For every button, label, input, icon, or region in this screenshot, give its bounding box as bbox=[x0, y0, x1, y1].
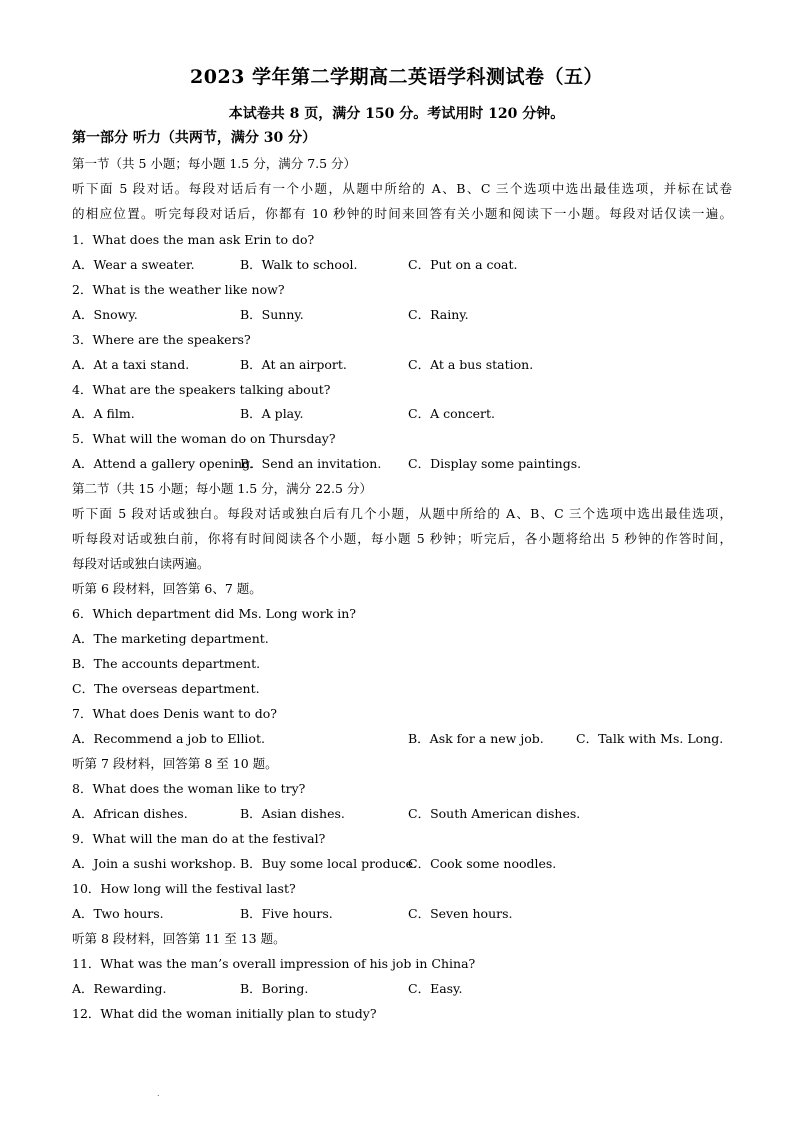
part1-heading: 第一部分 听力（共两节，满分 30 分） bbox=[72, 130, 317, 146]
q2-option-b: B．Sunny. bbox=[240, 307, 304, 322]
q5-option-c: C．Display some paintings. bbox=[408, 456, 582, 471]
section2-heading: 第二节（共 15 小题；每小题 1.5 分，满分 22.5 分） bbox=[72, 481, 372, 496]
question-2: 2．What is the weather like now? bbox=[72, 282, 285, 297]
section2-instruction-2: 听每段对话或独白前，你将有时间阅读各个小题，每小题 5 秒钟；听完后，各小题将给出 5 秒钟的作答时间， bbox=[72, 531, 732, 546]
q3-option-c: C．At a bus station. bbox=[408, 357, 534, 372]
q11-option-b: B．Boring. bbox=[240, 981, 309, 996]
q11-option-a: A．Rewarding. bbox=[72, 981, 167, 996]
q3-option-a: A．At a taxi stand. bbox=[72, 357, 190, 372]
question-10: 10．How long will the festival last? bbox=[72, 881, 296, 896]
q1-option-a: A．Wear a sweater. bbox=[72, 257, 195, 272]
q6-option-a: A．The marketing department. bbox=[72, 631, 269, 646]
q5-option-b: B．Send an invitation. bbox=[240, 456, 382, 471]
q2-option-a: A．Snowy. bbox=[72, 307, 138, 322]
q9-option-c: C．Cook some noodles. bbox=[408, 856, 557, 871]
q1-option-b: B．Walk to school. bbox=[240, 257, 358, 272]
q7-option-a: A．Recommend a job to Elliot. bbox=[72, 731, 265, 746]
q6-option-b: B．The accounts department. bbox=[72, 656, 261, 671]
q9-option-a: A．Join a sushi workshop. bbox=[72, 856, 237, 871]
question-8: 8．What does the woman like to try? bbox=[72, 781, 306, 796]
q5-option-a: A．Attend a gallery opening. bbox=[72, 456, 255, 471]
question-4: 4．What are the speakers talking about? bbox=[72, 382, 331, 397]
q8-option-a: A．African dishes. bbox=[72, 806, 188, 821]
section1-instruction-2: 的相应位置。听完每段对话后，你都有 10 秒钟的时间来回答有关小题和阅读下一小题。每段对话仅读一遍。 bbox=[72, 206, 732, 221]
footer-mark: . bbox=[157, 1089, 160, 1098]
q4-option-c: C．A concert. bbox=[408, 406, 496, 421]
q10-option-c: C．Seven hours. bbox=[408, 906, 513, 921]
exam-title: 2023 学年第二学期高二英语学科测试卷（五） bbox=[190, 66, 603, 88]
q7-option-b: B．Ask for a new job. bbox=[408, 731, 544, 746]
question-11: 11．What was the man’s overall impression of his job in China? bbox=[72, 956, 476, 971]
q1-option-c: C．Put on a coat. bbox=[408, 257, 518, 272]
material-8-note: 听第 8 段材料，回答第 11 至 13 题。 bbox=[72, 931, 286, 946]
section1-instruction-1: 听下面 5 段对话。每段对话后有一个小题，从题中所给的 A、B、C 三个选项中选出最佳选项，并标在试卷 bbox=[72, 181, 732, 196]
question-1: 1．What does the man ask Erin to do? bbox=[72, 232, 315, 247]
material-7-note: 听第 7 段材料，回答第 8 至 10 题。 bbox=[72, 756, 278, 771]
question-6: 6．Which department did Ms. Long work in? bbox=[72, 606, 357, 621]
q8-option-c: C．South American dishes. bbox=[408, 806, 581, 821]
q3-option-b: B．At an airport. bbox=[240, 357, 347, 372]
q4-option-a: A．A film. bbox=[72, 406, 135, 421]
q11-option-c: C．Easy. bbox=[408, 981, 463, 996]
q6-option-c: C．The overseas department. bbox=[72, 681, 260, 696]
q9-option-b: B．Buy some local produce. bbox=[240, 856, 417, 871]
q7-option-c: C．Talk with Ms. Long. bbox=[576, 731, 724, 746]
section2-instruction-3: 每段对话或独白读两遍。 bbox=[72, 556, 210, 571]
exam-subtitle: 本试卷共 8 页，满分 150 分。考试用时 120 分钟。 bbox=[228, 106, 565, 122]
question-9: 9．What will the man do at the festival? bbox=[72, 831, 326, 846]
question-3: 3．Where are the speakers? bbox=[72, 332, 251, 347]
q2-option-c: C．Rainy. bbox=[408, 307, 469, 322]
q8-option-b: B．Asian dishes. bbox=[240, 806, 345, 821]
q10-option-a: A．Two hours. bbox=[72, 906, 164, 921]
material-6-note: 听第 6 段材料，回答第 6、7 题。 bbox=[72, 581, 262, 596]
q10-option-b: B．Five hours. bbox=[240, 906, 333, 921]
question-7: 7．What does Denis want to do? bbox=[72, 706, 277, 721]
section2-instruction-1: 听下面 5 段对话或独白。每段对话或独白后有几个小题，从题中所给的 A、B、C 三个选项中选出最佳选项， bbox=[72, 506, 732, 521]
question-12: 12．What did the woman initially plan to study? bbox=[72, 1006, 377, 1021]
question-5: 5．What will the woman do on Thursday? bbox=[72, 431, 336, 446]
section1-heading: 第一节（共 5 小题；每小题 1.5 分，满分 7.5 分） bbox=[72, 156, 357, 171]
q4-option-b: B．A play. bbox=[240, 406, 304, 421]
